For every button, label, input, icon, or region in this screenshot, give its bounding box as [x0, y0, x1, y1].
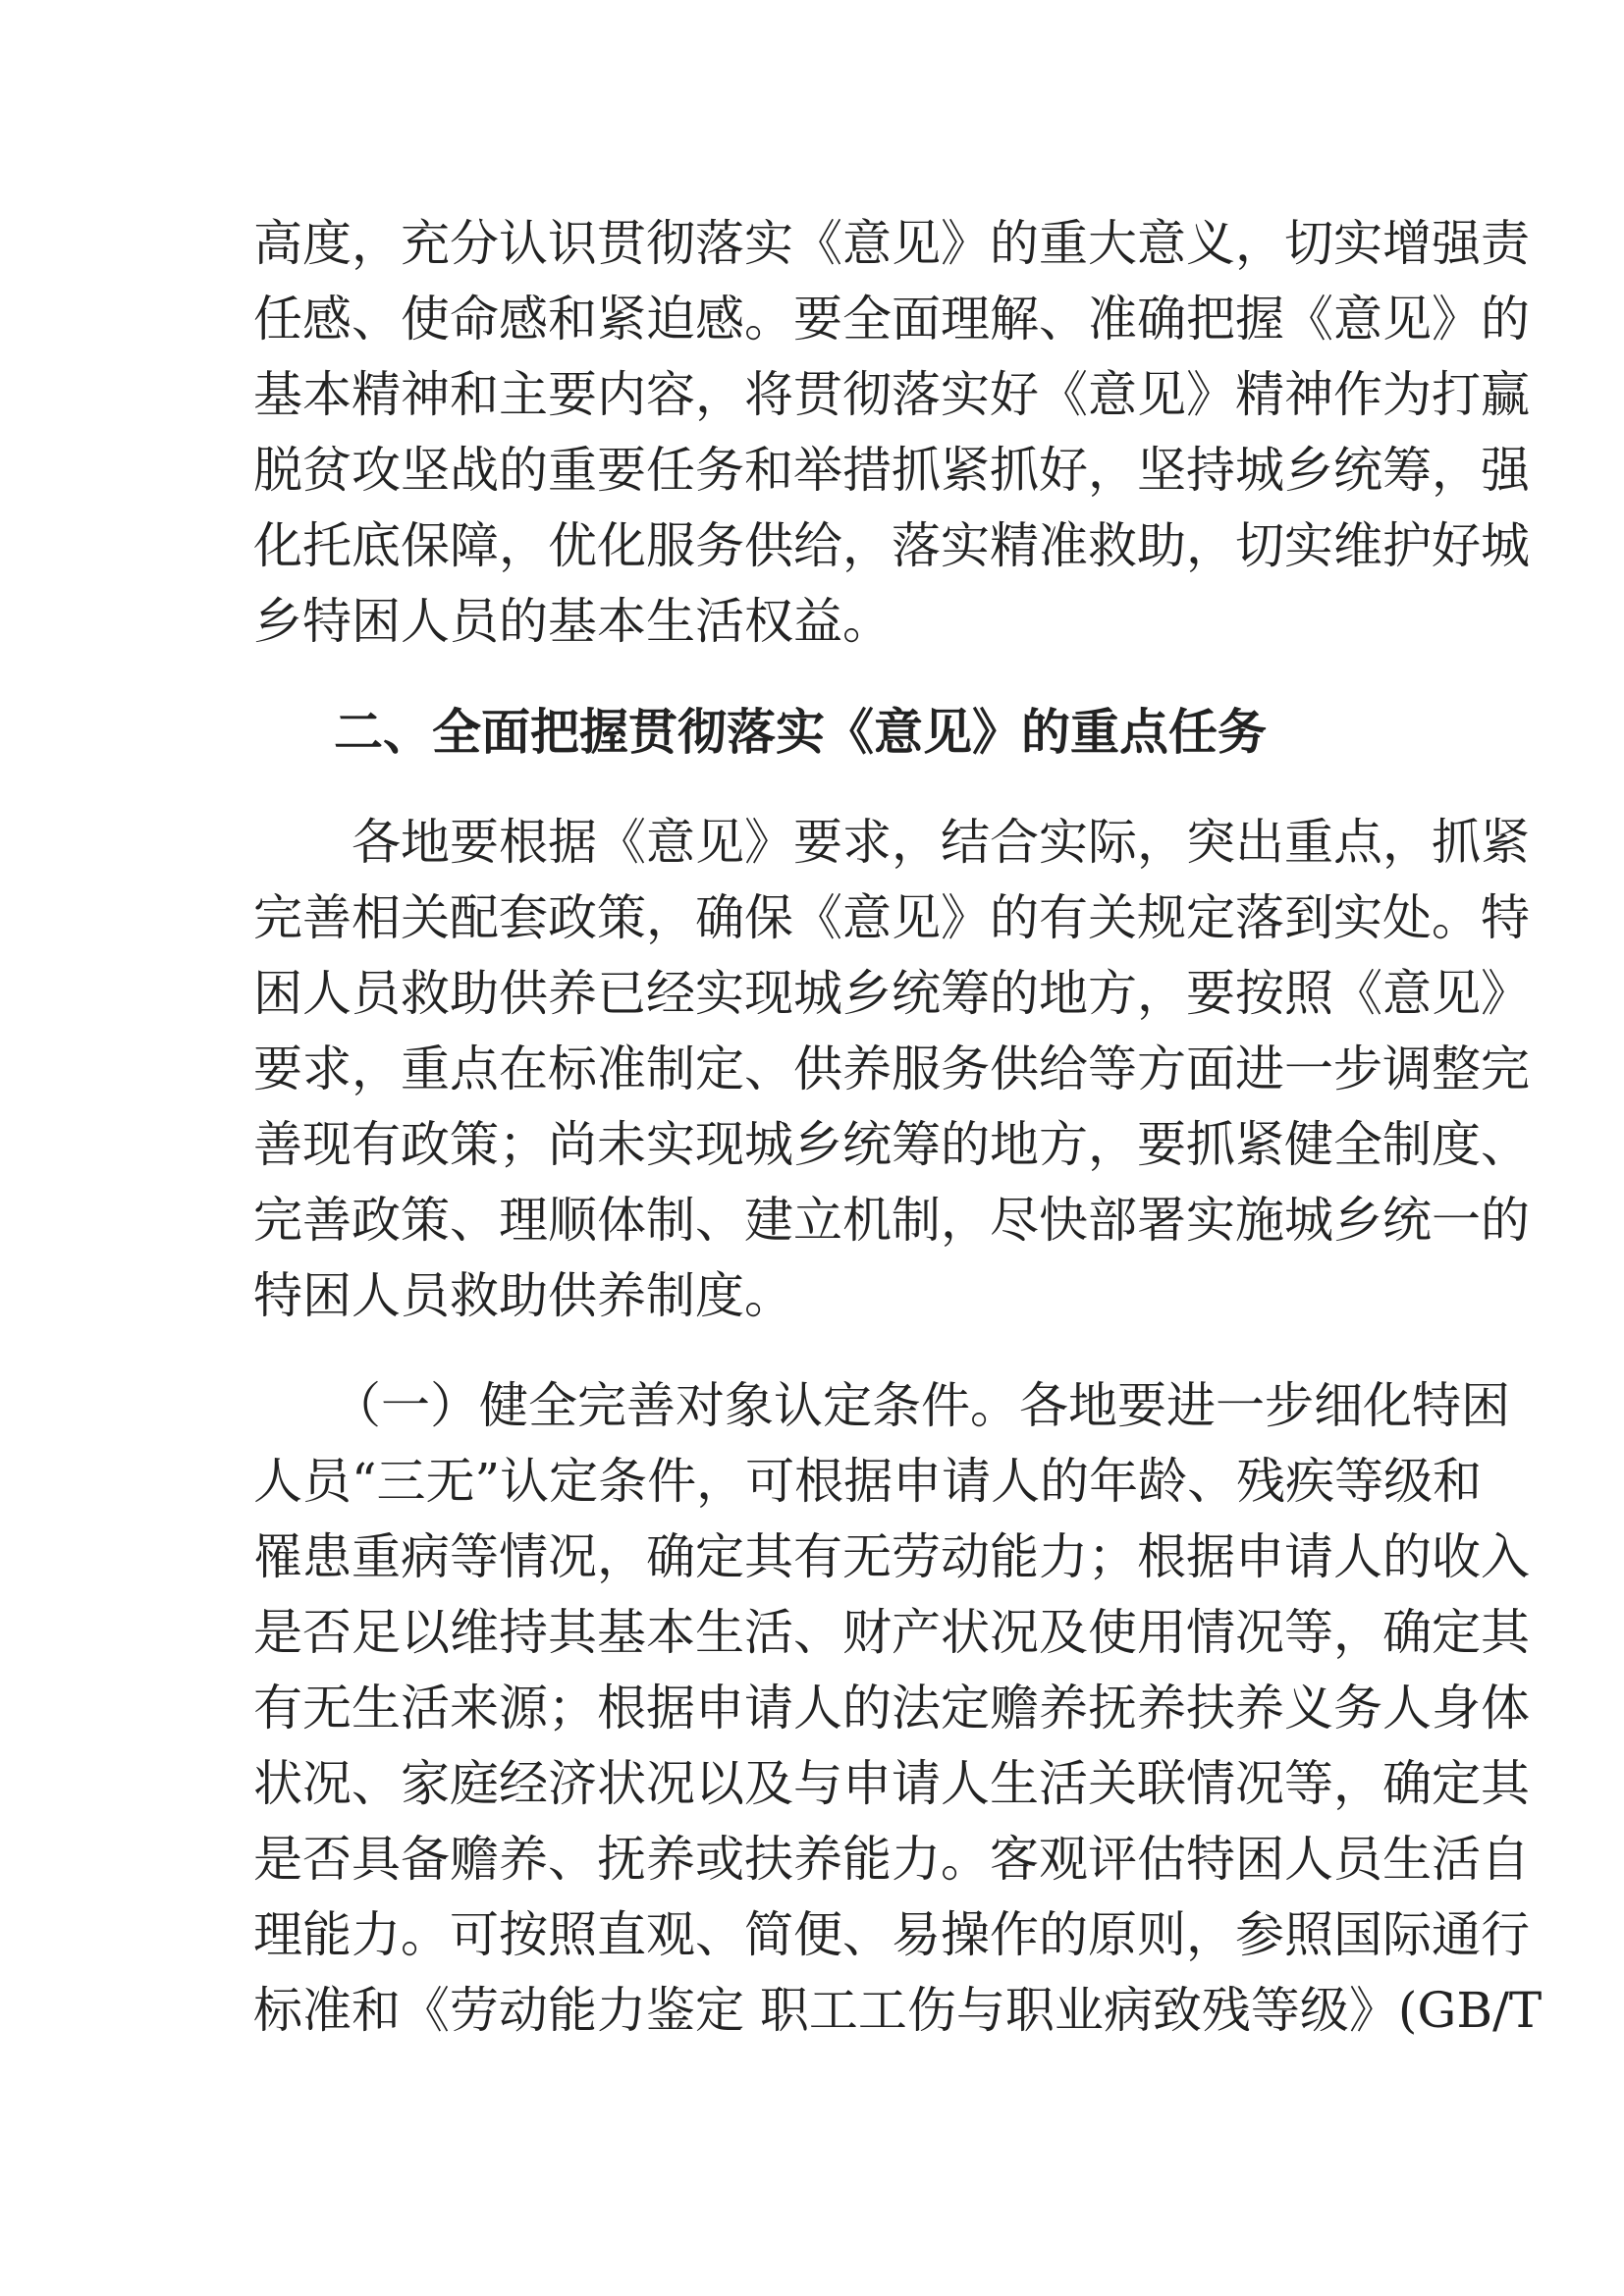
paragraph-1-line-6: 乡特困人员的基本生活权益。: [253, 593, 892, 650]
paragraph-2-line-5: 善现有政策；尚未实现城乡统筹的地方，要抓紧健全制度、: [253, 1116, 1530, 1173]
paragraph-3-line-3: 罹患重病等情况，确定其有无劳动能力；根据申请人的收入: [253, 1528, 1530, 1585]
paragraph-1-line-5: 化托底保障，优化服务供给，落实精准救助，切实维护好城: [253, 517, 1530, 574]
paragraph-3-line-7: 是否具备赡养、抚养或扶养能力。客观评估特困人员生活自: [253, 1831, 1530, 1888]
paragraph-1-line-1: 高度，充分认识贯彻落实《意见》的重大意义，切实增强责: [253, 215, 1530, 272]
paragraph-3-line-6: 状况、家庭经济状况以及与申请人生活关联情况等，确定其: [253, 1755, 1530, 1812]
paragraph-3-line-4: 是否足以维持其基本生活、财产状况及使用情况等，确定其: [253, 1604, 1530, 1661]
paragraph-2-line-4: 要求，重点在标准制定、供养服务供给等方面进一步调整完: [253, 1041, 1530, 1097]
paragraph-2-line-2: 完善相关配套政策，确保《意见》的有关规定落到实处。特: [253, 889, 1530, 946]
paragraph-3-line-9: 标准和《劳动能力鉴定 职工工伤与职业病致残等级》(GB/T: [253, 1982, 1543, 2039]
paragraph-1-line-4: 脱贫攻坚战的重要任务和举措抓紧抓好，坚持城乡统筹，强: [253, 442, 1530, 499]
paragraph-1-line-2: 任感、使命感和紧迫感。要全面理解、准确把握《意见》的: [253, 291, 1530, 347]
paragraph-3-line-1: （一）健全完善对象认定条件。各地要进一步细化特困: [332, 1377, 1510, 1434]
paragraph-3-line-8: 理能力。可按照直观、简便、易操作的原则，参照国际通行: [253, 1906, 1530, 1963]
paragraph-1-line-3: 基本精神和主要内容，将贯彻落实好《意见》精神作为打赢: [253, 366, 1530, 423]
paragraph-2-line-1: 各地要根据《意见》要求，结合实际，突出重点，抓紧: [352, 814, 1530, 871]
paragraph-2-line-3: 困人员救助供养已经实现城乡统筹的地方，要按照《意见》: [253, 965, 1530, 1022]
paragraph-3-line-5: 有无生活来源；根据申请人的法定赡养抚养扶养义务人身体: [253, 1680, 1530, 1736]
paragraph-3-line-2: 人员“三无”认定条件，可根据申请人的年龄、残疾等级和: [253, 1453, 1483, 1510]
paragraph-2-line-6: 完善政策、理顺体制、建立机制，尽快部署实施城乡统一的: [253, 1192, 1530, 1249]
paragraph-2-line-7: 特困人员救助供养制度。: [253, 1267, 793, 1324]
section-heading-2: 二、全面把握贯彻落实《意见》的重点任务: [334, 704, 1267, 761]
